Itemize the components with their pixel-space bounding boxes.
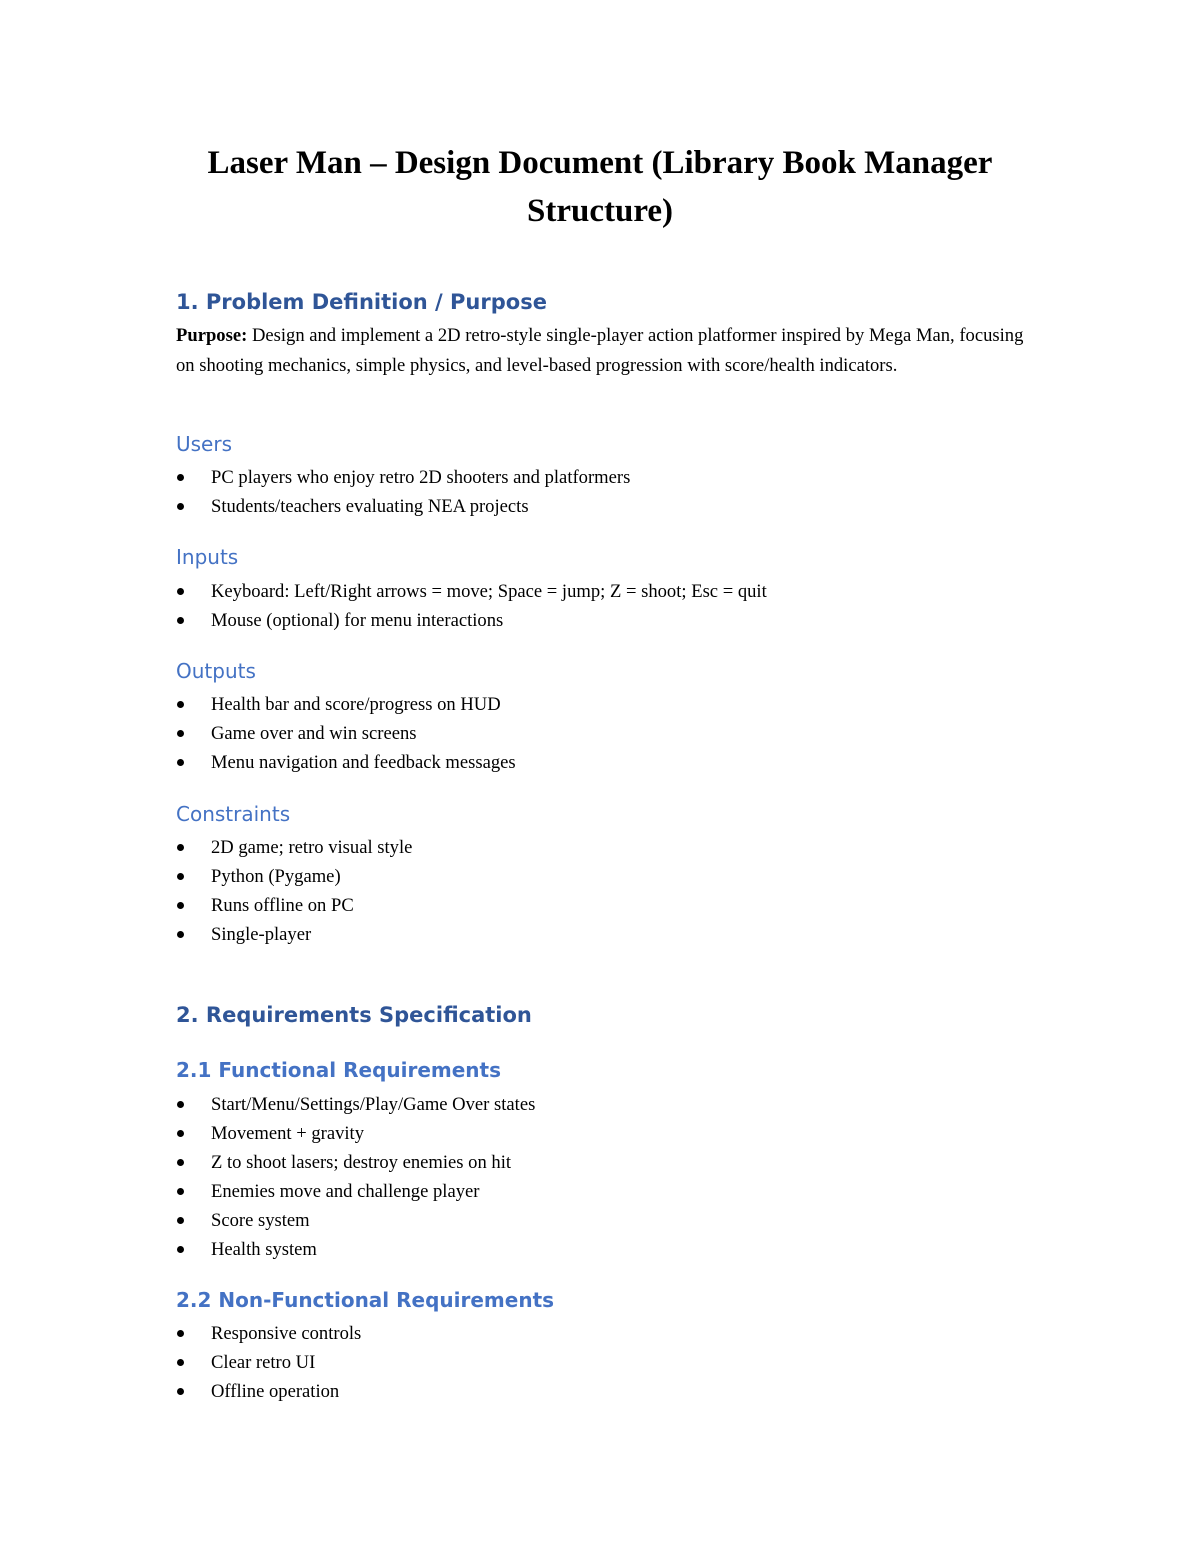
bullet-icon: [177, 1188, 184, 1195]
list-item: [176, 606, 1024, 635]
subheading-inputs: Inputs: [176, 545, 239, 569]
list-item-text: Z to shoot lasers; destroy enemies on hit: [211, 1152, 512, 1173]
inputs-list: [176, 577, 1024, 635]
list-item: [176, 690, 1024, 719]
list-item: [176, 1235, 1024, 1264]
list-item: [176, 920, 1024, 949]
list-item: [176, 719, 1024, 748]
list-item-text: Game over and win screens: [211, 723, 417, 744]
list-item-text: Score system: [211, 1210, 310, 1231]
list-item: [176, 748, 1024, 777]
list-item: [176, 833, 1024, 862]
bullet-icon: [177, 1246, 184, 1253]
bullet-icon: [177, 1159, 184, 1166]
outputs-list: [176, 690, 1024, 777]
list-item-text: Start/Menu/Settings/Play/Game Over states: [211, 1094, 536, 1115]
users-list: [176, 463, 1024, 521]
list-item-text: Enemies move and challenge player: [211, 1181, 480, 1202]
list-item-text: Offline operation: [211, 1381, 340, 1402]
list-item: [176, 463, 1024, 492]
bullet-icon: [177, 1330, 184, 1337]
bullet-icon: [177, 902, 184, 909]
list-item: [176, 577, 1024, 606]
list-item-text: Clear retro UI: [211, 1352, 316, 1373]
list-item: [176, 1319, 1024, 1348]
bullet-icon: [177, 931, 184, 938]
bullet-icon: [177, 588, 184, 595]
list-item-text: Python (Pygame): [211, 866, 341, 887]
list-item: [176, 1148, 1024, 1177]
functional-requirements-list: [176, 1090, 1024, 1264]
section-heading-requirements: 2. Requirements Specification: [176, 1003, 532, 1027]
subheading-users: Users: [176, 432, 233, 456]
bullet-icon: [177, 1359, 184, 1366]
list-item-text: Menu navigation and feedback messages: [211, 752, 516, 773]
list-item-text: Mouse (optional) for menu interactions: [211, 610, 504, 631]
list-item: [176, 1348, 1024, 1377]
list-item-text: Students/teachers evaluating NEA projects: [211, 496, 529, 517]
document-title: Laser Man – Design Document (Library Book Manager Structure): [207, 145, 993, 229]
bullet-icon: [177, 873, 184, 880]
purpose-text: Design and implement a 2D retro-style single-player action platformer inspired by Mega Man, focusing on shooting mechanics, simple physics, and level-based progression with score/health indicators.: [176, 325, 1024, 376]
list-item-text: Single-player: [211, 924, 312, 945]
list-item: [176, 1206, 1024, 1235]
list-item-text: Responsive controls: [211, 1323, 362, 1344]
list-item-text: Health system: [211, 1239, 317, 1260]
list-item: [176, 492, 1024, 521]
list-item-text: Movement + gravity: [211, 1123, 365, 1144]
list-item-text: 2D game; retro visual style: [211, 837, 413, 858]
bullet-icon: [177, 844, 184, 851]
bullet-icon: [177, 1388, 184, 1395]
list-item-text: Keyboard: Left/Right arrows = move; Space = jump; Z = shoot; Esc = quit: [211, 581, 767, 602]
list-item: [176, 1119, 1024, 1148]
purpose-paragraph: [176, 321, 1024, 380]
bullet-icon: [177, 759, 184, 766]
bullet-icon: [177, 474, 184, 481]
non-functional-requirements-list: [176, 1319, 1024, 1406]
purpose-label: Purpose:: [176, 325, 248, 346]
list-item: [176, 1177, 1024, 1206]
constraints-list: [176, 833, 1024, 949]
subheading-constraints: Constraints: [176, 802, 291, 826]
bullet-icon: [177, 1130, 184, 1137]
bullet-icon: [177, 730, 184, 737]
bullet-icon: [177, 617, 184, 624]
bullet-icon: [177, 1101, 184, 1108]
bullet-icon: [177, 503, 184, 510]
list-item-text: PC players who enjoy retro 2D shooters and platformers: [211, 467, 631, 488]
subheading-functional-requirements: 2.1 Functional Requirements: [176, 1058, 502, 1082]
bullet-icon: [177, 1217, 184, 1224]
list-item-text: Runs offline on PC: [211, 895, 354, 916]
list-item: [176, 862, 1024, 891]
subheading-non-functional-requirements: 2.2 Non-Functional Requirements: [176, 1288, 555, 1312]
section-heading-problem-definition: 1. Problem Definition / Purpose: [176, 290, 547, 314]
bullet-icon: [177, 701, 184, 708]
list-item: [176, 1377, 1024, 1406]
subheading-outputs: Outputs: [176, 659, 256, 683]
list-item: [176, 1090, 1024, 1119]
list-item: [176, 891, 1024, 920]
list-item-text: Health bar and score/progress on HUD: [211, 694, 501, 715]
